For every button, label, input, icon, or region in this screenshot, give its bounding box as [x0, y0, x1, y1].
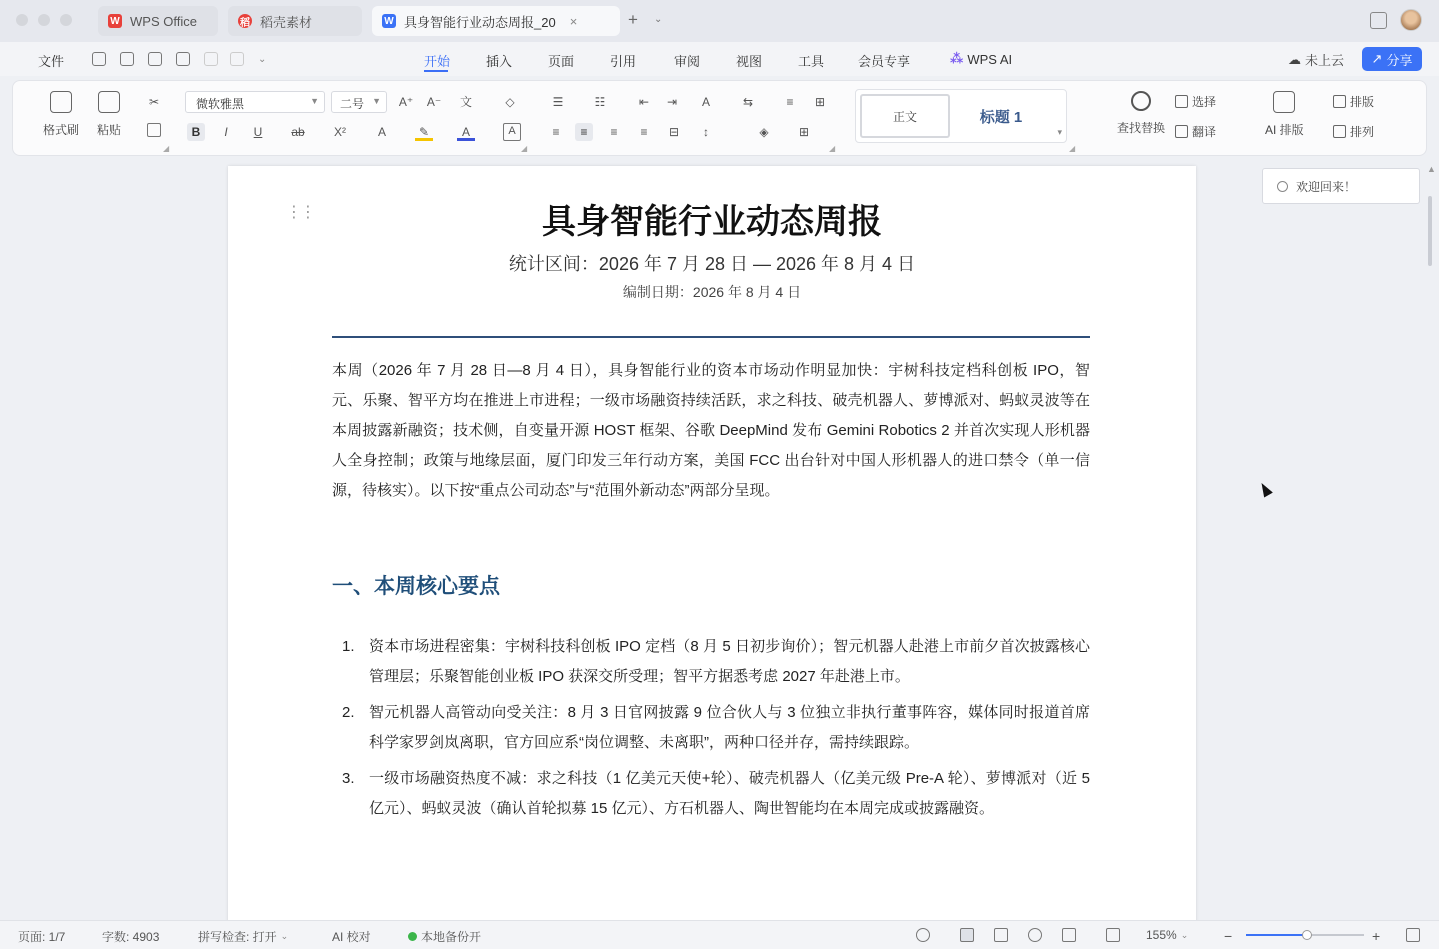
arrange-button[interactable]	[1333, 123, 1374, 140]
chevron-down-icon: ⌄	[1180, 929, 1189, 940]
welcome-label: 欢迎回来！	[1296, 179, 1357, 194]
clipboard-group-expand-icon[interactable]: ◢	[163, 144, 170, 153]
document-title: 具身智能行业动态周报	[542, 202, 882, 242]
chevron-down-icon: ▼	[310, 96, 319, 106]
writer-doc-icon: W	[382, 14, 396, 28]
styles-group-expand-icon[interactable]: ◢	[1069, 144, 1076, 153]
write-mode-icon[interactable]	[1062, 928, 1076, 942]
phonetic-guide-icon[interactable]: 文	[459, 95, 472, 109]
find-replace-button[interactable]	[1117, 91, 1165, 136]
bold-button[interactable]: B	[187, 123, 205, 141]
typeset-label: 排版	[1350, 95, 1375, 109]
chinese-layout-icon[interactable]: A	[701, 95, 710, 109]
close-tab-icon[interactable]: ×	[569, 13, 578, 29]
tab-label: WPS Office	[130, 13, 197, 29]
tab-review[interactable]: 审阅	[674, 54, 701, 69]
location-pin-icon	[1277, 181, 1288, 192]
font-color-icon[interactable]: A	[457, 123, 475, 141]
tab-references[interactable]: 引用	[610, 54, 637, 69]
tab-docer[interactable]	[228, 6, 362, 36]
undo-icon[interactable]	[204, 52, 218, 66]
translate-label: 翻译	[1192, 125, 1217, 139]
list-item	[332, 698, 1090, 758]
copy-icon[interactable]	[147, 123, 161, 137]
redo-icon[interactable]	[230, 52, 244, 66]
share-label: 分享	[1386, 52, 1413, 68]
select-cursor-icon	[1175, 95, 1188, 108]
menu-file[interactable]: 文件	[38, 54, 65, 69]
distributed-icon[interactable]: ⊟	[668, 125, 680, 139]
spell-check-label: 拼写检查: 打开	[198, 930, 277, 944]
line-spacing-icon[interactable]: ≡	[786, 95, 794, 109]
chevron-down-icon: ▼	[372, 96, 381, 106]
increase-indent-icon[interactable]: ⇥	[666, 95, 678, 109]
window-layout-icon[interactable]	[1370, 12, 1387, 29]
chevron-down-icon: ⌄	[280, 931, 289, 941]
export-icon[interactable]	[120, 52, 134, 66]
save-icon[interactable]	[92, 52, 106, 66]
minimize-window-button[interactable]	[38, 14, 50, 26]
format-painter-icon	[50, 91, 72, 113]
cloud-icon: ☁	[1288, 51, 1301, 67]
paragraph-spacing-icon[interactable]: ↕	[703, 125, 709, 139]
tab-label: 稻壳素材	[260, 14, 313, 30]
typeset-icon	[1333, 95, 1346, 108]
zoom-slider-handle[interactable]	[1302, 930, 1312, 940]
wps-ai-icon: ⁂	[950, 51, 964, 66]
list-number: 3.	[342, 770, 355, 787]
justify-icon[interactable]: ≡	[640, 125, 648, 139]
select-label: 选择	[1192, 95, 1217, 109]
shading-icon[interactable]: ◈	[759, 125, 769, 139]
print-preview-icon[interactable]	[176, 52, 190, 66]
document-page[interactable]	[228, 166, 1196, 920]
list-item	[332, 764, 1090, 824]
text-effect-icon[interactable]: A	[377, 125, 386, 139]
paste-icon	[98, 91, 120, 113]
list-number: 2.	[342, 704, 355, 721]
italic-button[interactable]: I	[224, 125, 228, 139]
arrange-label: 排列	[1350, 125, 1375, 139]
tab-wps-office[interactable]	[98, 6, 218, 36]
list-text: 一级市场融资热度不减：求之科技（1 亿美元天使+轮）、破壳机器人（亿美元级 Pre-A 轮）、萝博派对（近 5 亿元）、蚂蚁灵波（确认首轮拟募 15 亿元）、方石机器人、陶世智能均在本周完成或披露融资。	[369, 770, 1090, 817]
format-painter-label: 格式刷	[43, 123, 80, 137]
ai-proofread-button[interactable]: AI 校对	[332, 930, 371, 944]
spell-check-toggle[interactable]	[198, 928, 288, 945]
align-right-icon[interactable]: ≡	[610, 125, 618, 139]
paste-label: 粘贴	[97, 123, 122, 137]
document-compiled-date: 编制日期：2026 年 8 月 4 日	[622, 284, 802, 300]
page-indicator[interactable]: 页面: 1/7	[18, 930, 66, 944]
wps-ai-label: WPS AI	[967, 51, 1013, 67]
status-bar	[0, 920, 1439, 949]
font-group-expand-icon[interactable]: ◢	[521, 144, 528, 153]
key-points-list	[332, 632, 1090, 830]
zoom-level[interactable]	[1146, 928, 1188, 942]
vertical-scrollbar[interactable]	[1428, 196, 1432, 266]
maximize-window-button[interactable]	[60, 14, 72, 26]
tab-insert[interactable]: 插入	[486, 54, 513, 69]
text-direction-icon[interactable]: ⇆	[742, 95, 754, 109]
ai-layout-label: AI 排版	[1265, 123, 1304, 137]
fullscreen-icon[interactable]	[1406, 928, 1420, 942]
share-button[interactable]	[1362, 47, 1422, 71]
tab-wps-ai[interactable]	[950, 51, 1012, 67]
clear-format-icon[interactable]: ◇	[505, 95, 515, 109]
numbered-list-icon[interactable]: ☷	[594, 95, 606, 109]
web-view-icon[interactable]	[1028, 928, 1042, 942]
arrange-icon	[1333, 125, 1346, 138]
word-count[interactable]: 字数: 4903	[102, 930, 160, 944]
menu-bar	[0, 42, 1439, 76]
ai-layout-button[interactable]	[1265, 91, 1304, 138]
style-gallery	[855, 89, 1067, 143]
translate-button[interactable]	[1175, 123, 1216, 140]
increase-font-icon[interactable]: A⁺	[398, 95, 414, 109]
char-border-icon[interactable]: A	[503, 123, 521, 141]
superscript-icon[interactable]: X²	[334, 125, 346, 139]
tab-member[interactable]: 会员专享	[858, 54, 911, 69]
font-size-select[interactable]	[331, 91, 387, 113]
ai-layout-icon	[1273, 91, 1295, 113]
intro-paragraph: 本周（2026 年 7 月 28 日—8 月 4 日），具身智能行业的资本市场动作明显加快：宇树科技定档科创板 IPO，智元、乐聚、智平方均在推进上市进程；一级市场融资持续活跃，求之科技、破壳机器人、萝博派对、蚂蚁灵波等在本周披露新融资；技术侧，自变量开源 HOST 框架、谷歌 DeepMind 发布 Gemini Robotics 2 并首次实现人形机器人全身控制；政策与地缘层面，厦门印发三年行动方案，美国 FCC 出台针对中国人形机器人的进口禁令（单一信源，待核实）。以下按“重点公司动态”与“范围外新动态”两部分呈现。	[332, 362, 1090, 499]
document-period: 统计区间：2026 年 7 月 28 日 — 2026 年 8 月 4 日	[508, 254, 916, 274]
fit-page-icon[interactable]	[1106, 928, 1120, 942]
outline-view-icon[interactable]	[994, 928, 1008, 942]
borders-icon[interactable]: ⊞	[798, 125, 810, 139]
list-text: 资本市场进程密集：宇树科技科创板 IPO 定档（8 月 5 日初步询价）；智元机器人赴港上市前夕首次披露核心管理层；乐聚智能创业板 IPO 获深交所受理；智平方据悉考虑 2027 年赴港上市。	[369, 638, 1090, 685]
zoom-slider-fill	[1246, 934, 1307, 936]
drag-handle-icon[interactable]: ⋮⋮	[286, 204, 314, 221]
backup-label: 本地备份开	[421, 930, 482, 944]
wps-logo-icon: W	[108, 14, 122, 28]
cloud-label: 未上云	[1305, 53, 1345, 68]
style-normal[interactable]: 正文	[860, 94, 950, 138]
new-tab-button[interactable]: +	[628, 10, 638, 29]
underline-icon[interactable]: U	[253, 125, 263, 139]
strikethrough-icon[interactable]: ab	[291, 125, 305, 139]
select-button[interactable]	[1175, 93, 1216, 110]
ribbon-toolbar	[12, 80, 1427, 156]
paste-button[interactable]	[97, 91, 121, 138]
highlight-icon[interactable]: ✎	[415, 123, 433, 141]
eye-protection-icon[interactable]	[916, 928, 930, 942]
search-icon	[1131, 91, 1151, 111]
title-bar	[0, 0, 1439, 42]
font-family-value: 微软雅黑	[196, 97, 245, 111]
tab-page[interactable]: 页面	[548, 54, 575, 69]
zoom-in-button[interactable]: +	[1372, 928, 1381, 944]
show-marks-icon[interactable]: ⊞	[814, 95, 826, 109]
tab-view[interactable]: 视图	[736, 54, 763, 69]
list-number: 1.	[342, 638, 355, 655]
page-view-icon[interactable]	[960, 928, 974, 942]
align-left-icon[interactable]: ≡	[552, 125, 560, 139]
bullet-list-icon[interactable]: ☰	[552, 95, 564, 109]
avatar[interactable]	[1400, 9, 1422, 31]
style-more-chevron-icon[interactable]: ▾	[1057, 127, 1062, 137]
close-window-button[interactable]	[16, 14, 28, 26]
print-icon[interactable]	[148, 52, 162, 66]
font-family-select[interactable]	[185, 91, 325, 113]
list-text: 智元机器人高管动向受关注：8 月 3 日官网披露 9 位合伙人与 3 位独立非执行董事阵容，媒体同时报道首席科学家罗剑岚离职，官方回应系“岗位调整、未离职”，两种口径并存，需持续跟踪。	[369, 704, 1090, 751]
find-replace-label: 查找替换	[1117, 121, 1166, 135]
zoom-value: 155%	[1146, 928, 1177, 942]
scroll-up-icon[interactable]: ▲	[1427, 164, 1436, 174]
style-heading-1[interactable]: 标题 1	[979, 108, 1023, 126]
tab-tools[interactable]: 工具	[798, 54, 825, 69]
cut-icon[interactable]: ✂	[148, 95, 160, 109]
backup-status-icon	[408, 932, 417, 941]
tab-home[interactable]: 开始	[424, 54, 451, 69]
align-center-icon[interactable]: ≡	[575, 123, 593, 141]
translate-icon	[1175, 125, 1188, 138]
decrease-font-icon[interactable]: A⁻	[426, 95, 442, 109]
docer-icon: 稻	[238, 14, 252, 28]
document-canvas[interactable]	[0, 160, 1426, 920]
tab-list-chevron-icon[interactable]: ⌄	[654, 14, 663, 25]
zoom-out-button[interactable]: −	[1224, 928, 1233, 944]
list-item	[332, 632, 1090, 692]
cloud-status-button[interactable]	[1288, 50, 1344, 69]
zoom-slider[interactable]	[1246, 934, 1364, 936]
welcome-panel[interactable]	[1262, 168, 1420, 204]
local-backup-status[interactable]	[408, 928, 481, 945]
paragraph-group-expand-icon[interactable]: ◢	[829, 144, 836, 153]
divider	[332, 336, 1090, 338]
font-size-value: 二号	[340, 97, 365, 111]
format-painter-button[interactable]	[43, 91, 79, 138]
share-icon: ↗	[1371, 51, 1383, 66]
decrease-indent-icon[interactable]: ⇤	[638, 95, 650, 109]
tab-label: 具身智能行业动态周报_20	[404, 14, 556, 30]
active-tab-indicator	[424, 70, 448, 72]
quick-access-chevron-icon[interactable]: ⌄	[258, 54, 267, 65]
tab-document[interactable]	[372, 6, 620, 36]
typeset-button[interactable]	[1333, 93, 1374, 110]
section-heading: 一、本周核心要点	[332, 575, 500, 598]
